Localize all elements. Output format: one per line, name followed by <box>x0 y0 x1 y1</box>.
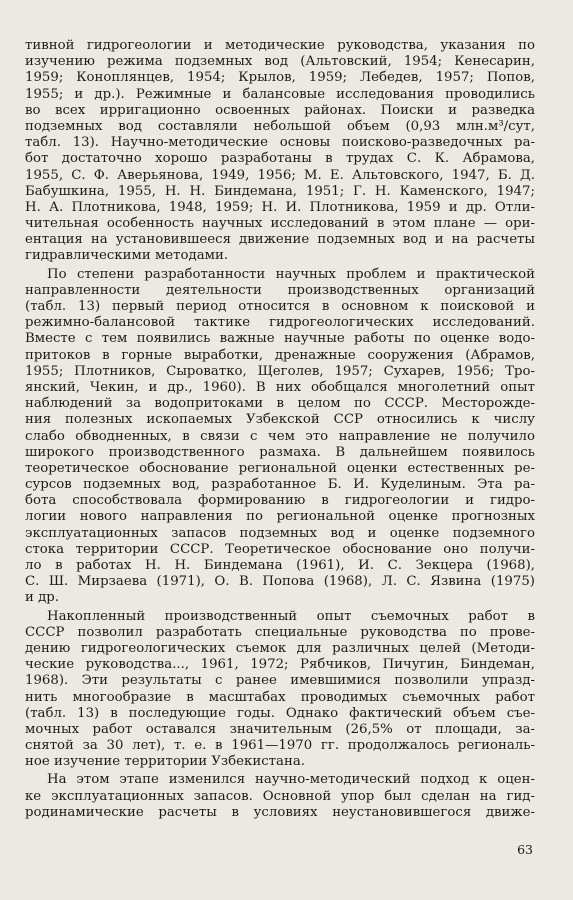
text-line: эксплуатационных запасов подземных вод и оценке подземного <box>25 525 535 541</box>
text-line: широкого производственного размаха. В дальнейшем появилось <box>25 444 535 460</box>
text-line: (табл. 13) в последующие годы. Однако фактический объем съе- <box>25 705 535 721</box>
page-number: 63 <box>517 842 533 857</box>
text-line: ке эксплуатационных запасов. Основной упор был сделан на гид- <box>25 788 535 804</box>
text-line: стока территории СССР. Теоретическое обоснование оно получи- <box>25 541 535 557</box>
text-line: нить многообразие в масштабах проводимых съемочных работ <box>25 689 535 705</box>
text-line: (табл. 13) первый период относится в основном к поисковой и <box>25 299 535 314</box>
text-line: притоков в горные выработки, дренажные сооружения (Абрамов, <box>25 347 535 363</box>
text-line: 1955, С. Ф. Аверьянова, 1949, 1956; М. Е. Альтовского, 1947, Б. Д. <box>25 167 535 183</box>
text-line: мочных работ оставался значительным (26,5% от площади, за- <box>25 721 535 737</box>
body-text <box>25 38 535 821</box>
text-line: направленности деятельности производственных организаций <box>25 282 535 298</box>
text-line: Бабушкина, 1955, Н. Н. Биндемана, 1951; Г. Н. Каменского, 1947; <box>25 183 535 199</box>
paragraph <box>25 38 535 265</box>
text-line: Вместе с тем появились важные научные работы по оценке водо- <box>25 331 535 347</box>
text-line: слабо обводненных, в связи с чем это направление не получило <box>25 428 535 444</box>
text-line: 1955; и др.). Режимные и балансовые исследования проводились <box>25 86 535 102</box>
text-line: логии нового направления по региональной оценке прогнозных <box>25 509 535 525</box>
text-line: По степени разработанности научных проблем и практической <box>47 266 535 282</box>
text-line: тивной гидрогеологии и методические руководства, указания по <box>25 38 535 53</box>
text-line: режимно-балансовой тактике гидрогеологических исследований. <box>25 315 535 331</box>
text-line: изучению режима подземных вод (Альтовский, 1954; Кенесарин, <box>25 54 535 70</box>
text-line: янский, Чекин, и др., 1960). В них обобщался многолетний опыт <box>25 379 535 395</box>
text-line: родинамические расчеты в условиях неустановившегося движе- <box>25 804 535 820</box>
text-line: На этом этапе изменился научно-методический подход к оцен- <box>47 772 535 788</box>
text-line: снятой за 30 лет), т. е. в 1961—1970 гг. продолжалось региональ- <box>25 738 535 754</box>
paragraph <box>25 609 535 771</box>
text-line: 1955; Плотников, Сыроватко, Щеголев, 1957; Сухарев, 1956; Тро- <box>25 363 535 379</box>
text-line: во всех ирригационно освоенных районах. Поиски и разведка <box>25 102 535 118</box>
text-line: С. Ш. Мирзаева (1971), О. В. Попова (1968), Л. С. Язвина (1975) <box>25 574 535 590</box>
text-line: дению гидрогеологических съемок для различных целей (Методи- <box>25 640 535 656</box>
text-line: подземных вод составляли небольшой объем (0,93 млн.м³/сут, <box>25 118 535 134</box>
text-line: ентация на установившееся движение подземных вод и на расчеты <box>25 232 535 248</box>
text-line: чительная особенность научных исследований в этом плане — ори- <box>25 216 535 232</box>
text-line: ния полезных ископаемых Узбекской ССР относились к числу <box>25 412 535 428</box>
text-line: СССР позволил разработать специальные руководства по прове- <box>25 624 535 640</box>
text-line: наблюдений за водопритоками в целом по СССР. Месторожде- <box>25 396 535 412</box>
paragraph <box>25 772 535 821</box>
paragraph <box>25 267 535 607</box>
text-line: 1959; Коноплянцев, 1954; Крылов, 1959; Лебедев, 1957; Попов, <box>25 70 535 86</box>
text-line: гидравлическими методами. <box>25 248 229 264</box>
text-line: ло в работах Н. Н. Биндемана (1961), И. С. Зекцера (1968), <box>25 558 535 573</box>
text-line: Н. А. Плотникова, 1948, 1959; Н. И. Плотникова, 1959 и др. Отли- <box>25 199 535 215</box>
text-line: сурсов подземных вод, разработанное Б. И. Куделиным. Эта ра- <box>25 477 535 493</box>
text-line: ческие руководства..., 1961, 1972; Рябчиков, Пичугин, Биндеман, <box>25 657 535 673</box>
text-line: бот достаточно хорошо разработаны в трудах С. К. Абрамова, <box>25 151 535 167</box>
text-line: табл. 13). Научно-методические основы поисково-разведочных ра- <box>25 135 535 151</box>
text-line: бота способствовала формированию в гидрогеологии и гидро- <box>25 493 535 509</box>
text-line: ное изучение территории Узбекистана. <box>25 754 305 770</box>
text-line: Накопленный производственный опыт съемочных работ в <box>47 608 535 624</box>
text-line: теоретическое обоснование региональной оценки естественных ре- <box>25 460 535 476</box>
text-line: и др. <box>25 590 60 606</box>
text-line: 1968). Эти результаты с ранее имевшимися позволили упразд- <box>25 673 535 689</box>
